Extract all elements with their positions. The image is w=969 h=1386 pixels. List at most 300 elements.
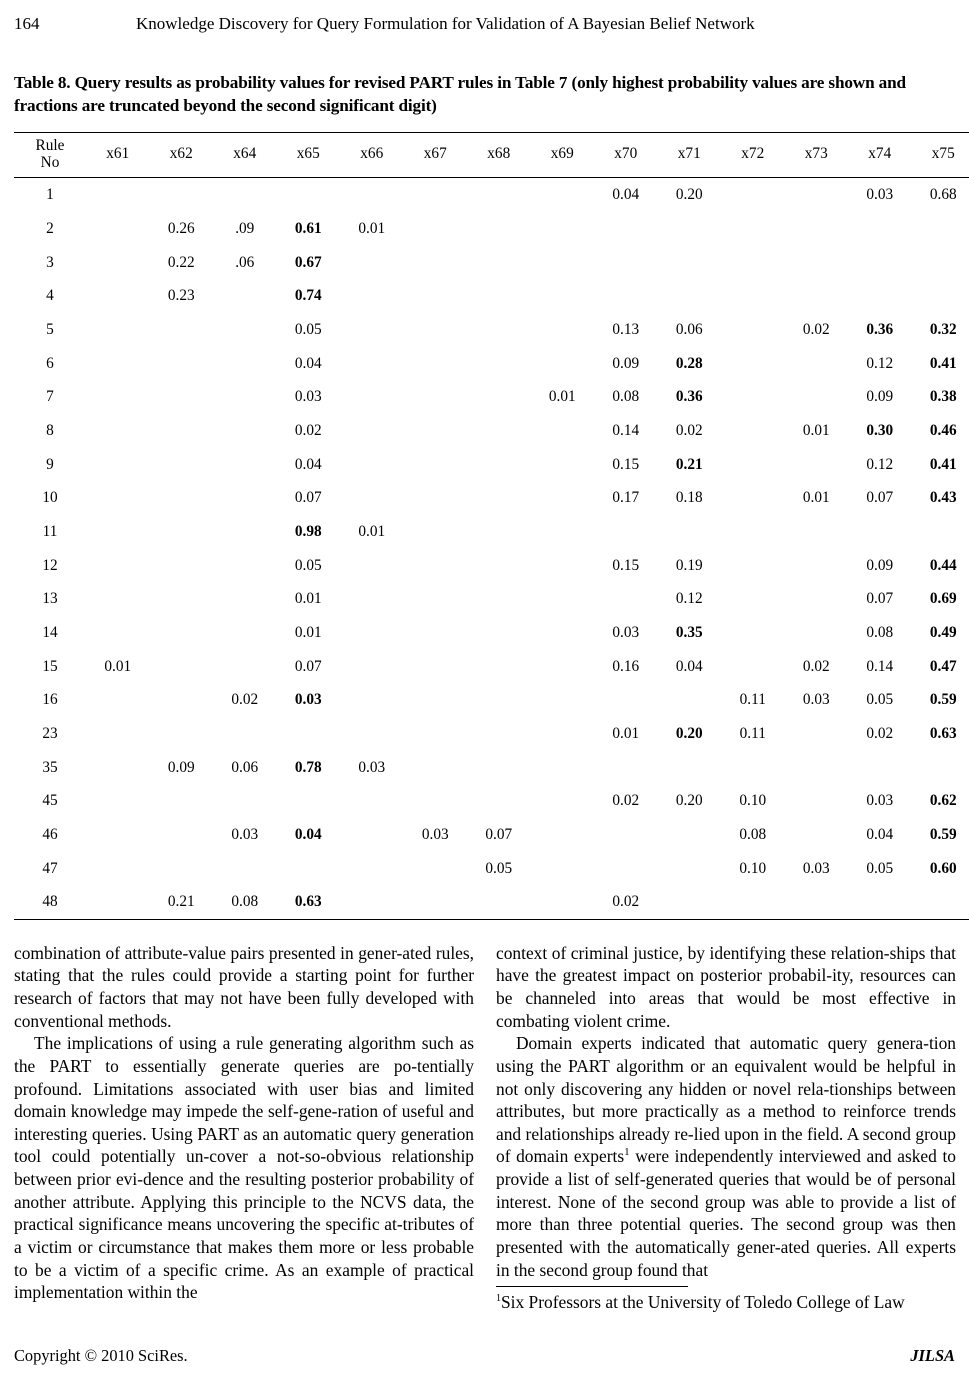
column-header-x71: x71 bbox=[677, 145, 701, 163]
table-container bbox=[14, 132, 955, 920]
cell-x64: .09 bbox=[235, 219, 255, 237]
cell-x67 bbox=[404, 447, 468, 481]
cell-x69 bbox=[531, 548, 595, 582]
table-row bbox=[14, 447, 969, 481]
cell-x62 bbox=[150, 717, 214, 751]
cell-x73: 0.03 bbox=[802, 691, 830, 709]
footnote-separator bbox=[496, 1286, 688, 1287]
cell-x62: 0.21 bbox=[167, 893, 195, 911]
cell-x65 bbox=[277, 178, 341, 212]
cell-x71 bbox=[658, 885, 722, 919]
cell-x66 bbox=[340, 447, 404, 481]
cell-x73 bbox=[785, 582, 849, 616]
cell-x64 bbox=[213, 784, 277, 818]
cell-x61 bbox=[86, 447, 150, 481]
column-header-x72: x72 bbox=[741, 145, 765, 163]
cell-rule-no: 12 bbox=[42, 556, 58, 574]
cell-x66 bbox=[340, 818, 404, 852]
cell-x74: 0.08 bbox=[866, 623, 894, 641]
cell-x62 bbox=[150, 683, 214, 717]
cell-x70: 0.16 bbox=[612, 657, 640, 675]
cell-x74: 0.07 bbox=[866, 590, 894, 608]
cell-x64 bbox=[213, 346, 277, 380]
cell-x61: 0.01 bbox=[104, 657, 132, 675]
cell-x64 bbox=[213, 515, 277, 549]
cell-x65: 0.05 bbox=[294, 320, 322, 338]
cell-rule-no: 8 bbox=[46, 421, 54, 439]
cell-rule-no: 15 bbox=[42, 657, 58, 675]
cell-x72 bbox=[721, 313, 785, 347]
cell-x69 bbox=[531, 481, 595, 515]
cell-x71 bbox=[658, 245, 722, 279]
cell-x71: 0.20 bbox=[675, 186, 703, 204]
cell-x67 bbox=[404, 717, 468, 751]
cell-x61 bbox=[86, 414, 150, 448]
cell-x73 bbox=[785, 515, 849, 549]
cell-x70: 0.15 bbox=[612, 556, 640, 574]
cell-x61 bbox=[86, 683, 150, 717]
table-row bbox=[14, 885, 969, 919]
cell-rule-no: 1 bbox=[46, 186, 54, 204]
column-header-x66: x66 bbox=[360, 145, 384, 163]
page-footer bbox=[14, 1346, 955, 1366]
cell-x72 bbox=[721, 447, 785, 481]
cell-x62 bbox=[150, 313, 214, 347]
cell-x67: 0.03 bbox=[421, 825, 449, 843]
cell-x64: 0.08 bbox=[231, 893, 259, 911]
cell-x69 bbox=[531, 212, 595, 246]
cell-x71: 0.36 bbox=[675, 388, 703, 406]
cell-x64 bbox=[213, 616, 277, 650]
table-body bbox=[14, 178, 969, 920]
cell-x62 bbox=[150, 851, 214, 885]
cell-x75: 0.59 bbox=[929, 825, 957, 843]
cell-rule-no: 13 bbox=[42, 590, 58, 608]
cell-x64 bbox=[213, 414, 277, 448]
cell-x75 bbox=[912, 279, 969, 313]
table-row bbox=[14, 582, 969, 616]
cell-x65: 0.02 bbox=[294, 421, 322, 439]
cell-x66 bbox=[340, 582, 404, 616]
cell-x72 bbox=[721, 616, 785, 650]
cell-x74: 0.03 bbox=[866, 792, 894, 810]
footnote bbox=[496, 1291, 956, 1314]
cell-x71 bbox=[658, 279, 722, 313]
cell-x73: 0.03 bbox=[802, 859, 830, 877]
cell-x70: 0.08 bbox=[612, 388, 640, 406]
cell-rule-no: 45 bbox=[42, 792, 58, 810]
table-row bbox=[14, 178, 969, 212]
table-row bbox=[14, 313, 969, 347]
cell-x65: 0.07 bbox=[294, 657, 322, 675]
cell-x66 bbox=[340, 717, 404, 751]
rule-header-line2: No bbox=[40, 153, 60, 171]
table-row bbox=[14, 279, 969, 313]
cell-x69 bbox=[531, 851, 595, 885]
cell-x72 bbox=[721, 279, 785, 313]
column-header-x70: x70 bbox=[614, 145, 638, 163]
cell-x74: 0.09 bbox=[866, 388, 894, 406]
cell-x69 bbox=[531, 279, 595, 313]
cell-x69 bbox=[531, 245, 595, 279]
cell-x61 bbox=[86, 346, 150, 380]
cell-x66 bbox=[340, 414, 404, 448]
cell-x72 bbox=[721, 380, 785, 414]
column-header-x64: x64 bbox=[233, 145, 257, 163]
cell-x72 bbox=[721, 885, 785, 919]
cell-x72 bbox=[721, 212, 785, 246]
cell-x67 bbox=[404, 279, 468, 313]
cell-x66: 0.01 bbox=[358, 522, 386, 540]
cell-x67 bbox=[404, 245, 468, 279]
cell-x75: 0.47 bbox=[929, 657, 957, 675]
cell-x73 bbox=[785, 380, 849, 414]
column-header-x75: x75 bbox=[931, 145, 955, 163]
cell-x72 bbox=[721, 245, 785, 279]
column-header-x67: x67 bbox=[423, 145, 447, 163]
cell-rule-no: 3 bbox=[46, 253, 54, 271]
table-row bbox=[14, 245, 969, 279]
cell-x64 bbox=[213, 717, 277, 751]
cell-x69 bbox=[531, 683, 595, 717]
cell-x70 bbox=[594, 851, 658, 885]
cell-x71: 0.06 bbox=[675, 320, 703, 338]
right-column bbox=[496, 942, 956, 1314]
cell-x75 bbox=[912, 212, 969, 246]
cell-x72 bbox=[721, 750, 785, 784]
table-row bbox=[14, 548, 969, 582]
cell-x65: 0.01 bbox=[294, 590, 322, 608]
right-paragraph-2-text-a: Domain experts indicated that automatic query genera-tion using the PART algorithm or an equivalent would be helpful in not only discovering any hidden or novel rela-tionships between attributes, but more practically as a method to reinforce trends and relationships already re-lied upon in the field. A second group of domain experts bbox=[496, 1033, 956, 1167]
cell-x61 bbox=[86, 818, 150, 852]
cell-x65: 0.98 bbox=[294, 522, 322, 540]
table-row bbox=[14, 380, 969, 414]
table-row bbox=[14, 784, 969, 818]
cell-x64 bbox=[213, 313, 277, 347]
query-results-table bbox=[14, 132, 969, 920]
cell-x68 bbox=[467, 279, 531, 313]
cell-x66 bbox=[340, 313, 404, 347]
table-row bbox=[14, 414, 969, 448]
cell-x68 bbox=[467, 649, 531, 683]
cell-x69 bbox=[531, 717, 595, 751]
cell-x68 bbox=[467, 346, 531, 380]
cell-x64 bbox=[213, 279, 277, 313]
cell-x74: 0.12 bbox=[866, 455, 894, 473]
cell-x67 bbox=[404, 649, 468, 683]
cell-x65: 0.67 bbox=[294, 253, 322, 271]
cell-x75: 0.43 bbox=[929, 489, 957, 507]
cell-rule-no: 10 bbox=[42, 489, 58, 507]
cell-x68 bbox=[467, 515, 531, 549]
cell-x72: 0.10 bbox=[739, 859, 767, 877]
cell-x66 bbox=[340, 616, 404, 650]
table-row bbox=[14, 851, 969, 885]
cell-x72 bbox=[721, 481, 785, 515]
cell-x61 bbox=[86, 245, 150, 279]
cell-x74: 0.03 bbox=[866, 186, 894, 204]
cell-x75: 0.32 bbox=[929, 320, 957, 338]
cell-x74: 0.05 bbox=[866, 859, 894, 877]
cell-x66 bbox=[340, 481, 404, 515]
cell-x65: 0.78 bbox=[294, 758, 322, 776]
cell-x71: 0.04 bbox=[675, 657, 703, 675]
cell-x71 bbox=[658, 851, 722, 885]
cell-x73 bbox=[785, 447, 849, 481]
cell-x67 bbox=[404, 380, 468, 414]
table-row bbox=[14, 717, 969, 751]
cell-x62 bbox=[150, 616, 214, 650]
cell-x67 bbox=[404, 548, 468, 582]
cell-x65: 0.61 bbox=[294, 219, 322, 237]
cell-x71 bbox=[658, 683, 722, 717]
cell-x67 bbox=[404, 346, 468, 380]
cell-x71: 0.19 bbox=[675, 556, 703, 574]
copyright-notice: Copyright © 2010 SciRes. bbox=[14, 1346, 188, 1365]
cell-x62 bbox=[150, 784, 214, 818]
cell-x73 bbox=[785, 212, 849, 246]
cell-x68 bbox=[467, 616, 531, 650]
cell-x74: 0.05 bbox=[866, 691, 894, 709]
cell-x70 bbox=[594, 279, 658, 313]
cell-x75 bbox=[912, 515, 969, 549]
cell-x66 bbox=[340, 683, 404, 717]
cell-x61 bbox=[86, 178, 150, 212]
running-head bbox=[14, 0, 955, 48]
cell-x73 bbox=[785, 818, 849, 852]
cell-x61 bbox=[86, 582, 150, 616]
cell-x70: 0.14 bbox=[612, 421, 640, 439]
cell-x68 bbox=[467, 414, 531, 448]
column-header-x73: x73 bbox=[804, 145, 828, 163]
cell-x67 bbox=[404, 414, 468, 448]
table-header-row bbox=[14, 132, 969, 177]
cell-x64: 0.03 bbox=[231, 825, 259, 843]
cell-x68 bbox=[467, 178, 531, 212]
cell-x65: 0.04 bbox=[294, 825, 322, 843]
cell-x62 bbox=[150, 582, 214, 616]
table-caption: Table 8. Query results as probability values for revised PART rules in Table 7 (only highest probability values are shown and fractions are truncated beyond the second significant digit) bbox=[14, 73, 906, 115]
cell-rule-no: 9 bbox=[46, 455, 54, 473]
cell-x74: 0.07 bbox=[866, 489, 894, 507]
table-row bbox=[14, 750, 969, 784]
cell-x75: 0.60 bbox=[929, 859, 957, 877]
running-title: Knowledge Discovery for Query Formulation for Validation of A Bayesian Belief Network bbox=[136, 14, 755, 33]
cell-x65: 0.63 bbox=[294, 893, 322, 911]
column-header-x68: x68 bbox=[487, 145, 511, 163]
journal-abbreviation: JILSA bbox=[910, 1346, 955, 1365]
cell-x66 bbox=[340, 346, 404, 380]
cell-x64 bbox=[213, 582, 277, 616]
cell-x70: 0.01 bbox=[612, 724, 640, 742]
cell-x73 bbox=[785, 279, 849, 313]
cell-x75: 0.46 bbox=[929, 421, 957, 439]
cell-x68 bbox=[467, 447, 531, 481]
cell-x70: 0.09 bbox=[612, 354, 640, 372]
cell-x69 bbox=[531, 313, 595, 347]
cell-rule-no: 2 bbox=[46, 219, 54, 237]
cell-x66 bbox=[340, 279, 404, 313]
cell-x61 bbox=[86, 313, 150, 347]
cell-x62 bbox=[150, 548, 214, 582]
cell-x67 bbox=[404, 481, 468, 515]
cell-x67 bbox=[404, 784, 468, 818]
cell-x70 bbox=[594, 750, 658, 784]
rule-header-line1: Rule bbox=[35, 136, 65, 154]
cell-x62 bbox=[150, 414, 214, 448]
cell-x72 bbox=[721, 548, 785, 582]
cell-x61 bbox=[86, 616, 150, 650]
cell-x71: 0.35 bbox=[675, 623, 703, 641]
cell-x65: 0.04 bbox=[294, 455, 322, 473]
cell-x73 bbox=[785, 616, 849, 650]
cell-x61 bbox=[86, 380, 150, 414]
cell-x74: 0.04 bbox=[866, 825, 894, 843]
cell-x66 bbox=[340, 885, 404, 919]
cell-x71 bbox=[658, 818, 722, 852]
cell-x72: 0.11 bbox=[739, 691, 766, 709]
cell-rule-no: 11 bbox=[42, 522, 58, 540]
cell-x62 bbox=[150, 346, 214, 380]
cell-x75: 0.44 bbox=[929, 556, 957, 574]
cell-x73 bbox=[785, 548, 849, 582]
cell-x69 bbox=[531, 414, 595, 448]
cell-x72: 0.08 bbox=[739, 825, 767, 843]
cell-x65: 0.07 bbox=[294, 489, 322, 507]
cell-x62: 0.22 bbox=[167, 253, 195, 271]
cell-x65: 0.03 bbox=[294, 388, 322, 406]
cell-x62 bbox=[150, 818, 214, 852]
cell-x71 bbox=[658, 750, 722, 784]
cell-rule-no: 4 bbox=[46, 287, 54, 305]
cell-x75: 0.41 bbox=[929, 455, 957, 473]
cell-x72 bbox=[721, 414, 785, 448]
cell-x70 bbox=[594, 818, 658, 852]
cell-x70 bbox=[594, 582, 658, 616]
cell-x71: 0.21 bbox=[675, 455, 703, 473]
cell-x71: 0.02 bbox=[675, 421, 703, 439]
cell-rule-no: 16 bbox=[42, 691, 58, 709]
table-row bbox=[14, 649, 969, 683]
cell-x66 bbox=[340, 178, 404, 212]
cell-x61 bbox=[86, 851, 150, 885]
cell-x65 bbox=[277, 717, 341, 751]
cell-x65: 0.04 bbox=[294, 354, 322, 372]
cell-x66 bbox=[340, 245, 404, 279]
cell-x64: .06 bbox=[235, 253, 255, 271]
cell-x70: 0.02 bbox=[612, 792, 640, 810]
column-header-x69: x69 bbox=[550, 145, 574, 163]
body-columns bbox=[14, 942, 955, 1314]
cell-x74 bbox=[848, 212, 912, 246]
left-paragraph-1: combination of attribute-value pairs presented in gener-ated rules, stating that the rules could provide a starting point for further research of factors that may not have been fully developed with conventional methods. bbox=[14, 942, 474, 1031]
cell-x61 bbox=[86, 750, 150, 784]
cell-rule-no: 23 bbox=[42, 724, 58, 742]
cell-x73: 0.02 bbox=[802, 320, 830, 338]
cell-x72: 0.11 bbox=[739, 724, 766, 742]
cell-x65: 0.74 bbox=[294, 287, 322, 305]
cell-x73 bbox=[785, 717, 849, 751]
cell-x68 bbox=[467, 683, 531, 717]
cell-x74 bbox=[848, 245, 912, 279]
cell-x70 bbox=[594, 212, 658, 246]
table-header bbox=[14, 132, 969, 177]
cell-x61 bbox=[86, 548, 150, 582]
cell-x71 bbox=[658, 212, 722, 246]
cell-x66: 0.03 bbox=[358, 758, 386, 776]
cell-x64 bbox=[213, 548, 277, 582]
cell-x66 bbox=[340, 548, 404, 582]
cell-x70 bbox=[594, 683, 658, 717]
cell-x68: 0.05 bbox=[485, 859, 513, 877]
table-row bbox=[14, 346, 969, 380]
cell-x71: 0.20 bbox=[675, 792, 703, 810]
cell-x69 bbox=[531, 885, 595, 919]
cell-x62 bbox=[150, 380, 214, 414]
cell-x61 bbox=[86, 885, 150, 919]
cell-rule-no: 7 bbox=[46, 388, 54, 406]
cell-x67 bbox=[404, 616, 468, 650]
cell-x68 bbox=[467, 885, 531, 919]
cell-x68 bbox=[467, 380, 531, 414]
cell-x62: 0.23 bbox=[167, 287, 195, 305]
cell-x66 bbox=[340, 784, 404, 818]
cell-x72 bbox=[721, 515, 785, 549]
left-paragraph-2: The implications of using a rule generating algorithm such as the PART to essentially generate queries are po-tentially profound. Limitations associated with user bias and limited domain knowledge may impede the self-gene-ration of useful and interesting queries. Using PART as an automatic query generation tool could potentially un-cover a not-so-obvious relationship between prior evi-dence and the resulting posterior probability of another attribute. Applying this principle to the NCVS data, the practical significance means uncovering the specific at-tributes of a victim or circumstance that makes them more or less probable to be a victim of a specific crime. As an example of practical implementation within the bbox=[14, 1033, 474, 1303]
cell-x75: 0.68 bbox=[929, 186, 957, 204]
cell-x74 bbox=[848, 885, 912, 919]
cell-x68 bbox=[467, 750, 531, 784]
cell-x64 bbox=[213, 447, 277, 481]
cell-x68 bbox=[467, 481, 531, 515]
cell-x75 bbox=[912, 885, 969, 919]
cell-x61 bbox=[86, 481, 150, 515]
cell-x72 bbox=[721, 178, 785, 212]
cell-x75: 0.62 bbox=[929, 792, 957, 810]
cell-rule-no: 5 bbox=[46, 320, 54, 338]
cell-x67 bbox=[404, 851, 468, 885]
cell-x68 bbox=[467, 717, 531, 751]
table-row bbox=[14, 515, 969, 549]
cell-x62: 0.09 bbox=[167, 758, 195, 776]
cell-x62 bbox=[150, 178, 214, 212]
cell-x74: 0.30 bbox=[866, 421, 894, 439]
cell-x71: 0.12 bbox=[675, 590, 703, 608]
cell-x75 bbox=[912, 750, 969, 784]
right-paragraph-2-text-b: were independently interviewed and asked to provide a list of self-generated queries that would be of personal interest. None of the second group was able to provide a list of more than three potential queries. The second group was then presented with the automatically gener-ated queries. All experts in the second group found that bbox=[496, 1146, 956, 1280]
cell-x66: 0.01 bbox=[358, 219, 386, 237]
cell-x65 bbox=[277, 851, 341, 885]
cell-x67 bbox=[404, 313, 468, 347]
cell-x68 bbox=[467, 548, 531, 582]
cell-x74 bbox=[848, 515, 912, 549]
table-row bbox=[14, 818, 969, 852]
cell-x70: 0.15 bbox=[612, 455, 640, 473]
footnote-reference-marker: 1 bbox=[624, 1146, 630, 1159]
cell-x67 bbox=[404, 885, 468, 919]
cell-x74 bbox=[848, 279, 912, 313]
cell-x64 bbox=[213, 380, 277, 414]
footnote-text: Six Professors at the University of Toledo College of Law bbox=[501, 1292, 905, 1313]
table-row bbox=[14, 683, 969, 717]
column-header-x62: x62 bbox=[169, 145, 193, 163]
cell-rule-no: 46 bbox=[42, 825, 58, 843]
cell-x70: 0.17 bbox=[612, 489, 640, 507]
cell-x64 bbox=[213, 851, 277, 885]
cell-x73 bbox=[785, 750, 849, 784]
cell-rule-no: 48 bbox=[42, 893, 58, 911]
cell-rule-no: 35 bbox=[42, 758, 58, 776]
